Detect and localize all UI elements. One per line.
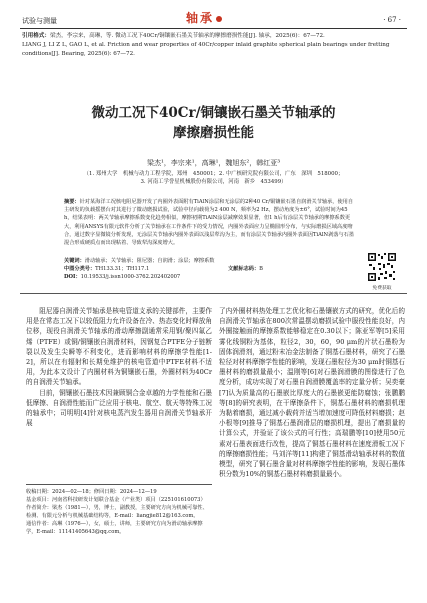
abstract-rule	[20, 293, 407, 294]
doi-label: DOI：	[64, 274, 81, 281]
keywords-label: 关键词：	[64, 258, 85, 264]
citation-cn: 梁杰，李宗来，高琳，等. 微动工况下40Cr/铜镶嵌石墨关节轴承的摩擦磨损性能[J]. 轴承，2025(6)：67—72.	[49, 33, 325, 39]
footnote-received: 收稿日期：2024—02—18；修回日期：2024—12—19	[26, 489, 157, 495]
page-number: · 67 ·	[383, 16, 401, 24]
qr-code-icon[interactable]	[367, 252, 397, 282]
keywords	[64, 257, 354, 264]
qr-caption: 免费获取	[372, 286, 392, 291]
footnote-rule	[26, 484, 212, 485]
journal-logo-text: 轴承	[186, 11, 215, 25]
footnotes	[26, 488, 212, 536]
abstract-label: 摘要：	[64, 199, 80, 205]
abstract-text: 针对某海洋工况核电阻尼器开发了内圈外表面附有TiAlN涂层和无涂层的2种40 Cr/铜镶嵌石墨自润滑关节轴承，使用自主研发的负载摇摆台对其进行了微动磨损试验，试验中径向载荷为2 400 N，频率为2 Hz，摆动角度为±6°，试验时间为45 h，结果表明：两关节轴承摩擦系数变化趋势相似，摩擦初期TiAlN涂层减摩效果显著，但1 h后有涂层关节轴承的摩擦系数更大，利用ANSYS有限元软件分析了关节轴承在工作条件下的受力情况，内圈外表面应力呈椭圆形分布，与实际磨损区域高度吻合，通过数字显微镜分析发现，无涂层关节轴承内圈外表面以浅层犁沟为主，而有涂层关节轴承内圈外表面因TiAlN剥落与石墨混合形成硬质点而出现粘着、导致犁沟深度增大。	[64, 199, 355, 247]
paragraph: 了内外圈材料热处理工艺优化和石墨镶嵌方式的研究，优化后的自润滑关节轴承在800次常温摆动磨损试验中服役性能良好，内外圈接触面的摩擦系数能够稳定在0.30以下；陈亚军等[5]采用雾化线铜粉为基体，粒径2，30，60，90 μm的片状石墨粉为固体润滑剂，通过粉末冶金法制备了铜基石墨材料，研究了石墨粒径对材料摩擦学性能的影响，发现石墨粒径为30 μm时铜基石墨材料的磨损量最小；温刚等[6]对石墨润滑膜的图像进行了色度分析，成功实现了对石墨自润滑膜覆盖率的定量分析；吴奕豪[7]认为质量高的石墨嵌比厚度大的石墨嵌更能防腐蚀；张鹏鹏等[8]的研究表明，在干摩擦条件下，铜基石墨材料的磨损机理为黏着磨损，通过减小载荷并适当增加速度可降低材料磨损；赵小根等[9]推导了铜基石墨润滑层的磨损机理，提出了磨损量的计算公式，并验证了该公式的可行性；高瑞鹏等[10]使用50元素对石墨表面进行改性，提高了铜基石墨材料在速度滑板工况下的摩擦磨损性能；马刘洋等[11]构建了铜基滑动轴承材料的数值模型，研究了铜石墨含量对材料摩擦学性能的影响，发现石墨体积分数为10%的铜基石墨材料磨损量最小。	[219, 307, 405, 479]
paragraph: 阻尼器自润滑关节轴承是核电管道支承的关键部件，主要作用是在常态工况下以较低阻力允许设备在冷、热态变化时释放角位移，现役自润滑关节轴承的滑动摩擦副通常采用钢/聚四氟乙烯（PTFE）或铜/铜镶嵌自润滑材料，因钢复合PTFE分子链断裂以及发生尖瞬等不利变化，进而影响材料的摩擦学性能[1-2]，所以在有辐射和长期免维护的核电管道中PTFE材料不适用，为此本文设计了内圈材料为铜镶嵌石墨，外圈材料为40Cr的自润滑关节轴承。	[26, 307, 212, 387]
paper-title-line2: 摩擦磨损性能	[173, 125, 254, 141]
clc-value: TH133.31；TH117.1	[95, 266, 150, 272]
keywords-text: 滑动轴承；关节轴承；阻尼器；自润滑；涂层；摩擦系数	[84, 258, 215, 264]
author-list: 梁杰¹，李宗来¹，高琳¹，魏旭东²，韩红亚³	[146, 159, 281, 167]
paragraph: 目前，铜镶嵌石墨技术因兼顾铜合金卓越的力学性能和石墨低摩擦、自润滑性能而广泛应用于核电、航空、航天等特殊工况的轴承中；司明明[4]针对核电蒸汽发生器用自润滑关节轴承开展	[26, 388, 212, 428]
affiliation-line: 3. 河南工学誉星机械股份有限公司，河南 新乡 453499）	[140, 179, 287, 185]
citation-block	[22, 32, 407, 59]
body-column-right	[219, 306, 405, 479]
doc-code-value: B	[259, 266, 263, 272]
affiliations	[20, 170, 407, 186]
journal-logo	[186, 9, 242, 27]
body-column-left	[26, 306, 212, 428]
citation-en: LIANG J, LI Z L, GAO L, et al. Friction and wear properties of 40Cr/copper inlaid graphite spherical plain bearings under fretting conditions[J]. Bearing, 2025(6): 67—72.	[22, 42, 390, 57]
affiliation-line: （1. 郑州大学 机械与动力工程学院，郑州 450001；2. 中广核研究院有限公司，广东 深圳 518000；	[83, 171, 344, 177]
citation-label: 引用格式：	[22, 33, 50, 39]
running-header-journal: 试验与测量	[22, 17, 57, 25]
doi-value: 10.19533/j.issn1000-3762.202402007	[80, 274, 181, 281]
footnote-author: 作者简介：梁杰（1981—），男，博士，副教授，主要研究方向为机械可靠性、检测、有限元分析与机械基础结构等，E-mail：liangjie812@163.com。	[26, 505, 208, 519]
clc-label: 中图分类号：	[64, 266, 96, 272]
paper-title-line1: 微动工况下40Cr/铜镶嵌石墨关节轴承的	[91, 105, 336, 121]
document-code	[228, 265, 263, 273]
footnote-corresponding: 通信作者：高琳（1976—），女，硕士，讲师，主要研究方向为滑动轴承摩擦学，E-mail：11141405643@qq.com。	[26, 521, 203, 535]
doc-code-label: 文献标志码：	[228, 266, 260, 272]
header-rule	[20, 28, 407, 29]
footnote-funding: 基金项目：河南省科技研发计划联合基金（产业类）项目（225101610073）	[26, 497, 206, 503]
classification-number	[64, 265, 224, 281]
logo-dot-icon	[216, 16, 222, 22]
abstract	[64, 198, 354, 247]
